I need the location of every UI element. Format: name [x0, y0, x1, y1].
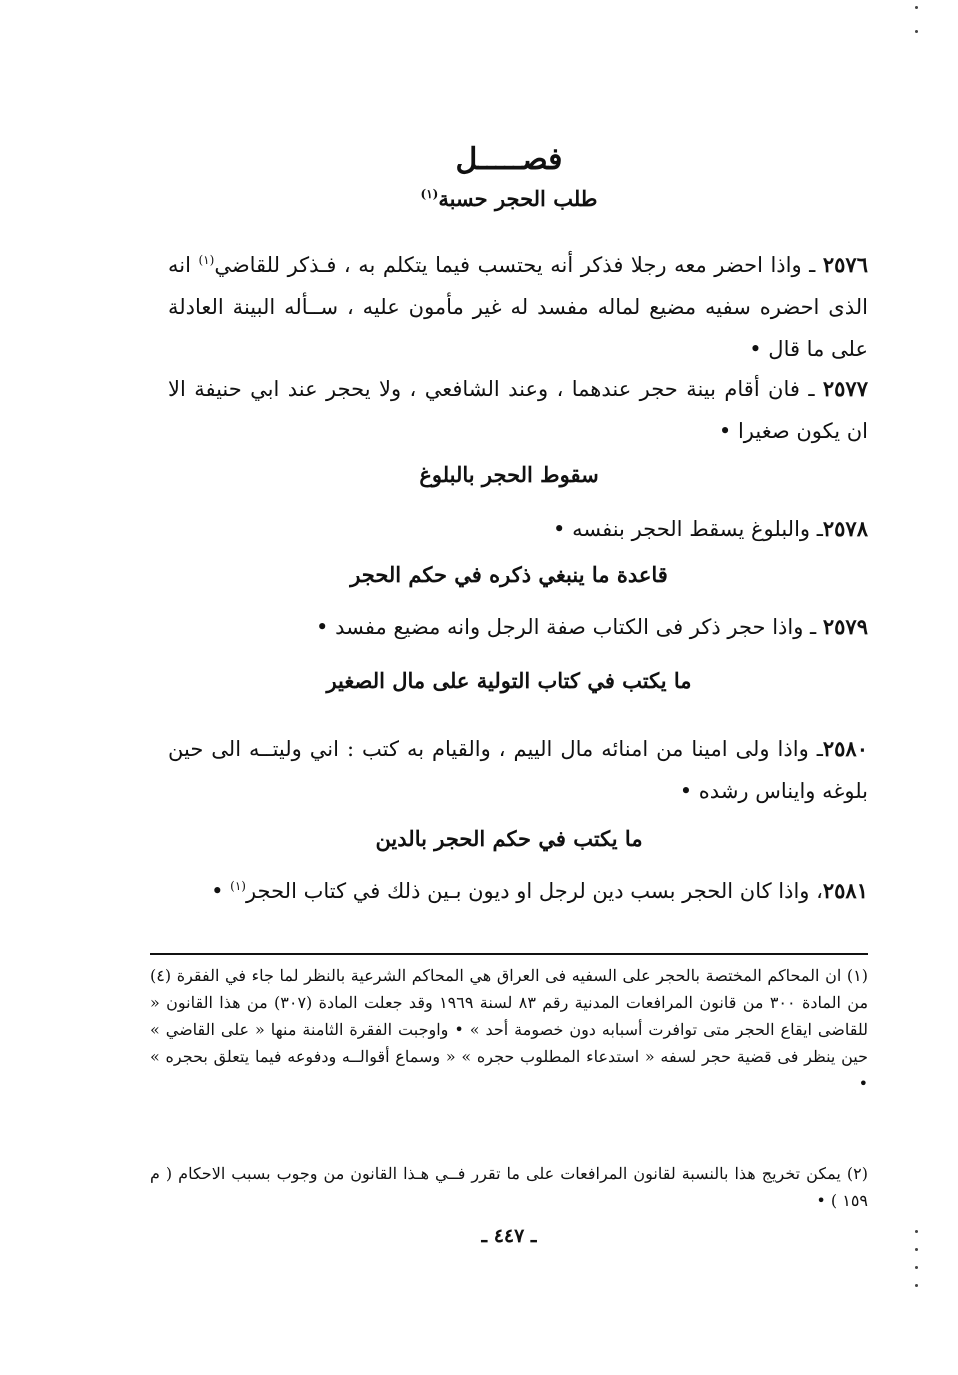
paragraph-number: ٢٥٧٩ [822, 614, 868, 639]
footnote-text: يمكن تخريج هذا بالنسبة لقانون المرافعات على ما تقرر فــي هـذا القانون من وجوب بسبب الاحكام ( م ١٥٩ ) • [150, 1164, 868, 1210]
footnote-2 [150, 1160, 868, 1214]
paragraph-text-cont: • [211, 879, 231, 903]
paragraph-2576 [168, 244, 868, 370]
paragraph-text: ، واذا كان الحجر بسب دين لرجل او ديون بـين ذلك في كتاب الحجر [245, 879, 823, 903]
paragraph-number: ٢٥٧٨ [822, 516, 868, 541]
footnote-text: ان المحاكم المختصة بالحجر على السفيه فى العراق هي المحاكم الشرعية بالنظر لما جاء في الفقرة (٤) من المادة ٣٠٠ من قانون المرافعات المدنية رقم ٨٣ لسنة ١٩٦٩ وقد جعلت المادة (٣٠٧) من هذا القانون « للقاضى ايقاع الحجر متى توافرت أسبابه دون خصومة أحد » • واوجبت الفقرة الثامنة منها « على القاضي » حين ينظر فى قضية حجر لسفه « استدعاء المطلوب حجره » « وسماع أقوالــه ودفوعه فيما يتعلق بحجره » • [150, 966, 869, 1093]
scan-edge-marks [912, 0, 922, 1375]
paragraph-text: ـ فان أقام بينة حجر عندهما ، وعند الشافعي ، ولا يحجر عند ابي حنيفة الا ان يكون صغيرا • [168, 377, 868, 443]
subtitle-footnote-ref: (١) [420, 187, 439, 201]
paragraph-text: ـ والبلوغ يسقط الحجر بنفسه • [553, 517, 823, 541]
paragraph-number: ٢٥٨١ [822, 878, 868, 903]
footnote-marker: (٢) [846, 1164, 868, 1183]
paragraph-2577 [168, 368, 868, 452]
footnote-ref: (١) [230, 879, 246, 893]
subtitle-text: طلب الحجر حسبة [438, 186, 598, 211]
paragraph-text: ـ واذا احضر معه رجلا فذكر أنه يحتسب فيما يتكلم به ، فـذكر للقاضي [214, 253, 823, 277]
paragraph-2580 [168, 728, 868, 812]
paragraph-2579 [168, 606, 868, 648]
paragraph-text: ـ واذا ولى امينا من امنائه مال الييم ، والقيام به كتب : اني وليتــه الى حين بلوغه وايناس رشده • [168, 737, 868, 803]
heading-puberty: سقوط الحجر بالبلوغ [419, 462, 599, 487]
paragraph-text-cont: انه الذى احضره سفيه مضيع لماله مفسد له غير مأمون عليه ، ســأله البينة العادلة على ما قال • [168, 253, 868, 361]
footnote-divider [150, 953, 868, 955]
heading-debt: ما يكتب في حكم الحجر بالدين [375, 826, 643, 851]
heading-rule: قاعدة ما ينبغي ذكره في حكم الحجر [350, 562, 668, 587]
chapter-title: فصـــــل [455, 142, 563, 177]
paragraph-number: ٢٥٧٧ [822, 376, 868, 401]
paragraph-2581 [168, 870, 868, 912]
footnote-ref: (١) [198, 253, 215, 267]
footnote-marker: (١) [846, 966, 868, 985]
heading-guardianship: ما يكتب في كتاب التولية على مال الصغير [326, 668, 692, 693]
paragraph-text: ـ واذا حجر ذكر فى الكتاب صفة الرجل وانه مضيع مفسد • [316, 615, 823, 639]
page-number: ـ ٤٤٧ ـ [481, 1225, 537, 1247]
book-page [150, 0, 868, 1375]
paragraph-2578 [168, 508, 868, 550]
section-subtitle [150, 186, 868, 211]
paragraph-number: ٢٥٧٦ [822, 252, 868, 277]
footnote-1 [150, 962, 868, 1097]
paragraph-number: ٢٥٨٠ [822, 736, 868, 761]
